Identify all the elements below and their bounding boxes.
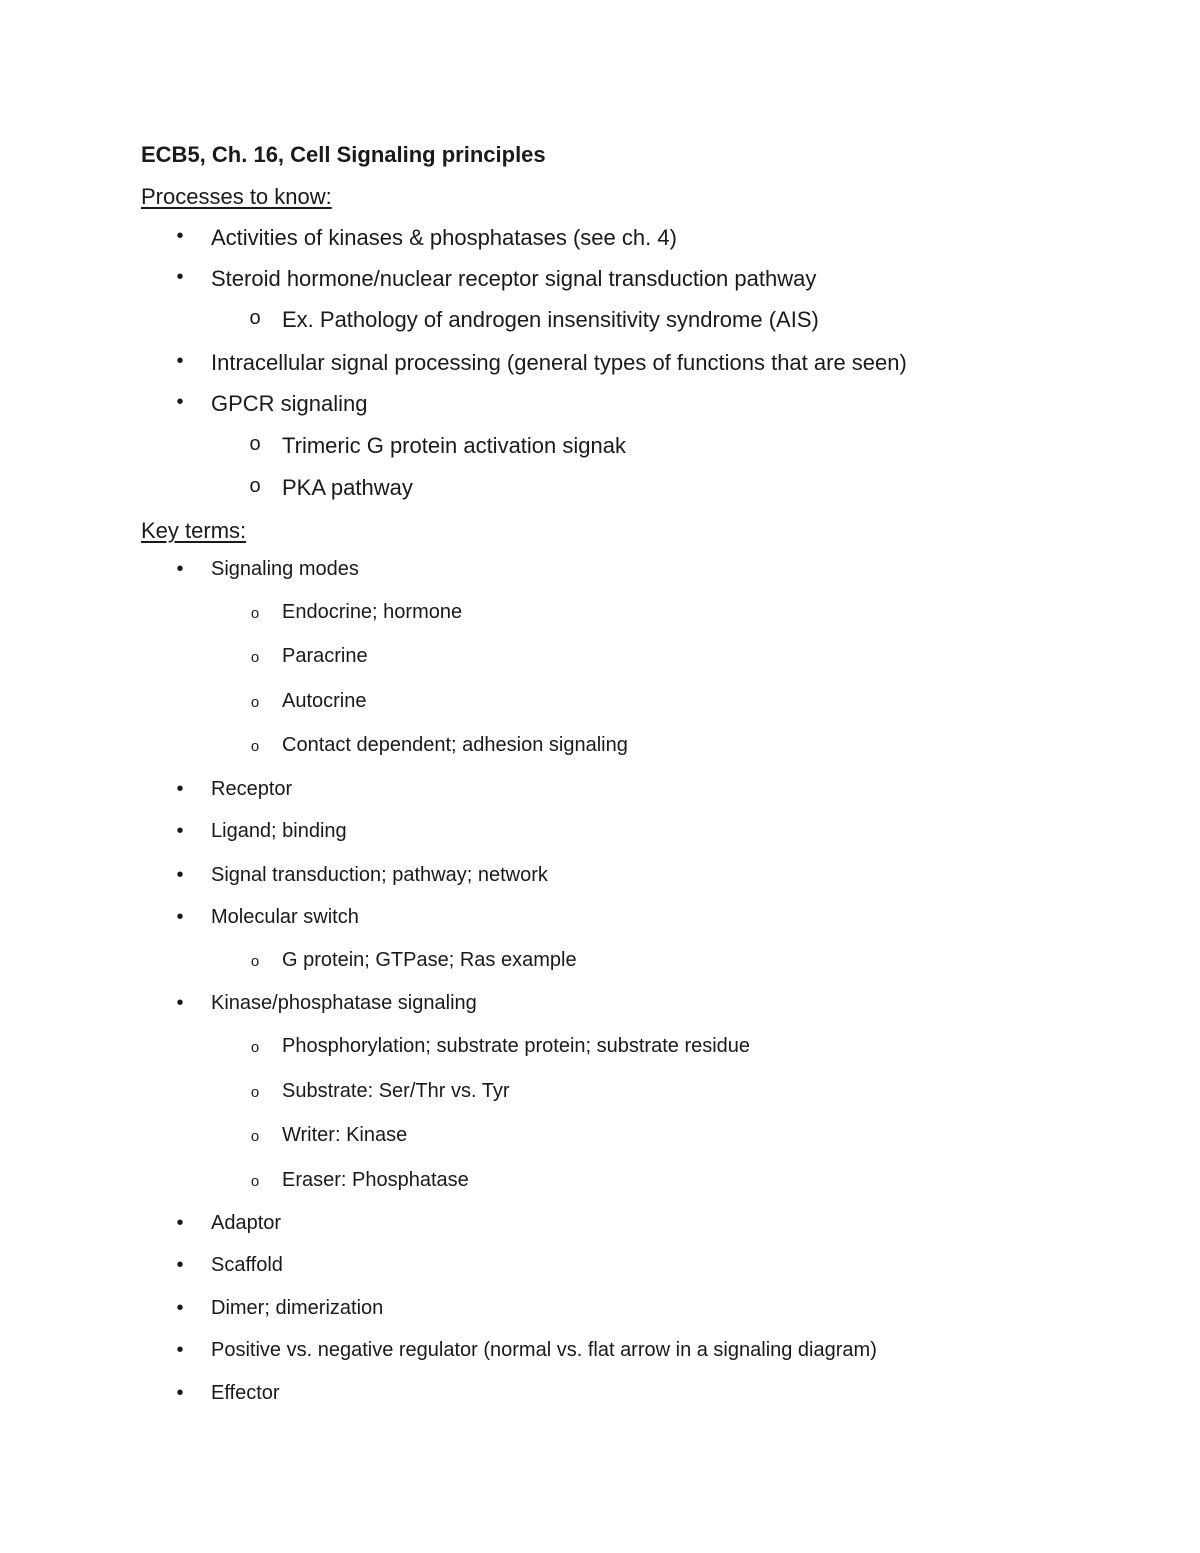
sub-bullet-marker: o	[250, 694, 260, 711]
sub-bullet-marker: o	[250, 1173, 260, 1190]
bullet-marker: •	[176, 1254, 184, 1276]
bullet-marker: •	[176, 225, 184, 247]
bullet-marker: •	[176, 1212, 184, 1234]
list-item-text: G protein; GTPase; Ras example	[282, 949, 577, 971]
page-title: ECB5, Ch. 16, Cell Signaling principles	[141, 142, 546, 167]
sub-bullet-marker: o	[249, 307, 261, 329]
sub-bullet-marker: o	[249, 475, 261, 497]
key-terms-heading: Key terms:	[141, 518, 247, 543]
sub-bullet-marker: o	[250, 649, 260, 666]
bullet-marker: •	[176, 266, 184, 288]
list-item-text: Signal transduction; pathway; network	[211, 864, 548, 886]
sub-bullet-marker: o	[250, 605, 260, 622]
sub-bullet-marker: o	[250, 1128, 260, 1145]
bullet-marker: •	[176, 778, 184, 800]
list-item-text: Trimeric G protein activation signak	[282, 433, 626, 458]
bullet-marker: •	[176, 1382, 184, 1404]
bullet-marker: •	[176, 992, 184, 1014]
bullet-marker: •	[176, 1339, 184, 1361]
list-item-text: Writer: Kinase	[282, 1124, 408, 1146]
sub-bullet-marker: o	[249, 433, 261, 455]
sub-bullet-marker: o	[250, 738, 260, 755]
list-item-text: Paracrine	[282, 645, 368, 667]
list-item-text: Contact dependent; adhesion signaling	[282, 734, 628, 756]
list-item-text: Intracellular signal processing (general types of functions that are seen)	[211, 350, 907, 375]
list-item-text: Positive vs. negative regulator (normal vs. flat arrow in a signaling diagram)	[211, 1339, 877, 1361]
list-item-text: Substrate: Ser/Thr vs. Tyr	[282, 1080, 510, 1102]
bullet-marker: •	[176, 558, 184, 580]
list-item-text: Eraser: Phosphatase	[282, 1169, 469, 1191]
list-item-text: Activities of kinases & phosphatases (see ch. 4)	[211, 225, 677, 250]
sub-bullet-marker: o	[250, 953, 260, 970]
bullet-marker: •	[176, 906, 184, 928]
list-item-text: Autocrine	[282, 690, 367, 712]
bullet-marker: •	[176, 1297, 184, 1319]
bullet-marker: •	[176, 864, 184, 886]
processes-heading: Processes to know:	[141, 184, 332, 209]
list-item-text: Adaptor	[211, 1212, 282, 1234]
list-item-text: Receptor	[211, 778, 293, 800]
list-item-text: Steroid hormone/nuclear receptor signal transduction pathway	[211, 266, 817, 291]
list-item-text: GPCR signaling	[211, 391, 368, 416]
sub-bullet-marker: o	[250, 1084, 260, 1101]
list-item-text: Kinase/phosphatase signaling	[211, 992, 477, 1014]
list-item-text: Molecular switch	[211, 906, 359, 928]
list-item-text: Signaling modes	[211, 558, 359, 580]
list-item-text: Effector	[211, 1382, 280, 1404]
list-item-text: Ligand; binding	[211, 820, 347, 842]
list-item-text: PKA pathway	[282, 475, 413, 500]
bullet-marker: •	[176, 820, 184, 842]
list-item-text: Dimer; dimerization	[211, 1297, 384, 1319]
bullet-marker: •	[176, 350, 184, 372]
list-item-text: Ex. Pathology of androgen insensitivity syndrome (AIS)	[282, 307, 819, 332]
sub-bullet-marker: o	[250, 1039, 260, 1056]
list-item-text: Phosphorylation; substrate protein; substrate residue	[282, 1035, 751, 1057]
list-item-text: Endocrine; hormone	[282, 601, 463, 623]
list-item-text: Scaffold	[211, 1254, 283, 1276]
bullet-marker: •	[176, 391, 184, 413]
